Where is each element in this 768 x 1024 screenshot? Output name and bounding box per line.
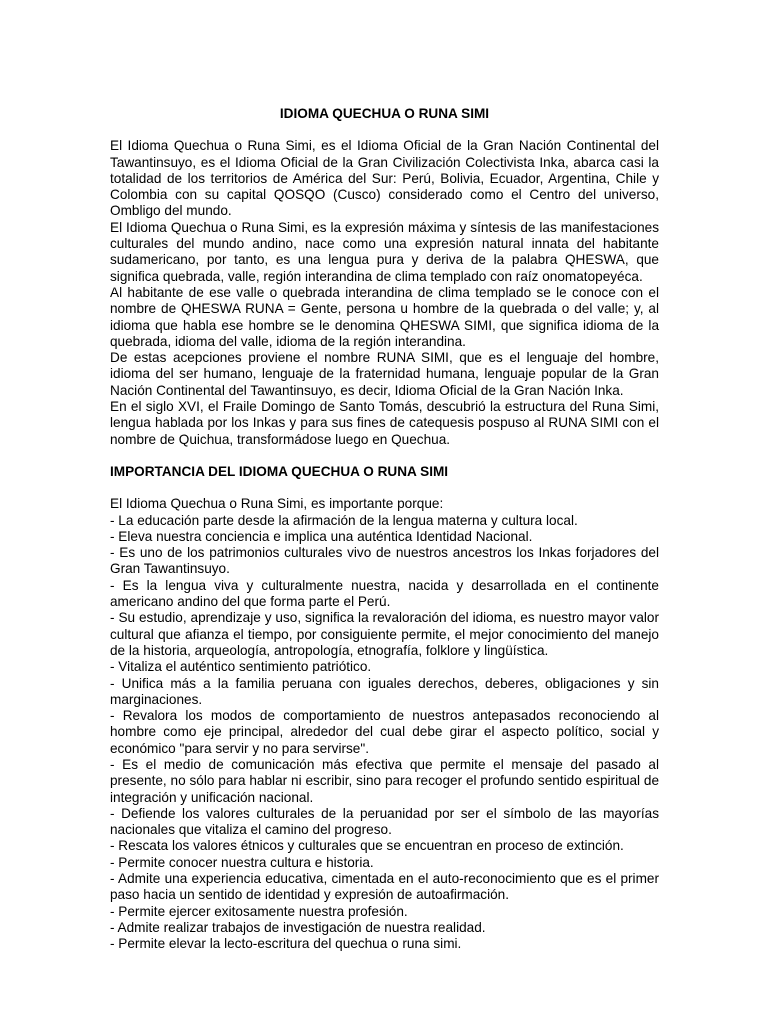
list-item: - Es uno de los patrimonios culturales vivo de nuestros ancestros los Inkas forjadores del Gran Tawantinsuyo.	[110, 545, 659, 577]
list-item: - La educación parte desde la afirmación de la lengua materna y cultura local.	[110, 512, 578, 528]
paragraph: El Idioma Quechua o Runa Simi, es la expresión máxima y síntesis de las manifestaciones culturales del mundo andino, nace como una expresión natural innata del habitante sudamericano, por tanto, es una lengua pura y deriva de la palabra QHESWA, que significa quebrada, valle, región interandina de clima templado con raíz onomatopeyéca.	[110, 219, 659, 284]
paragraph: Al habitante de ese valle o quebrada interandina de clima templado se le conoce con el nombre de QHESWA RUNA = Gente, persona u hombre de la quebrada o del valle; y, al idioma que habla ese hombre se le denomina QHESWA SIMI, que significa idioma de la quebrada, idioma del valle, idioma de la región interandina.	[110, 284, 659, 349]
list-item: - Admite una experiencia educativa, cimentada en el auto-reconocimiento que es el primer paso hacia un sentido de identidad y expresión de autoafirmación.	[110, 871, 659, 903]
list-item: - Es el medio de comunicación más efectiva que permite el mensaje del pasado al presente, no sólo para hablar ni escribir, sino para recoger el profundo sentido espiritual de integración y unificación nacional.	[110, 756, 659, 805]
list-item: - Permite ejercer exitosamente nuestra profesión.	[110, 903, 408, 919]
section-title: IMPORTANCIA DEL IDIOMA QUECHUA O RUNA SIMI	[110, 463, 449, 479]
list-item: - Vitaliza el auténtico sentimiento patriótico.	[110, 659, 372, 675]
section-intro: El Idioma Quechua o Runa Simi, es importante porque:	[110, 496, 444, 512]
list-item: - Es la lengua viva y culturalmente nuestra, nacida y desarrollada en el continente americano andino del que forma parte el Perú.	[110, 577, 659, 610]
document-page	[110, 106, 659, 953]
list-item: - Eleva nuestra conciencia e implica una auténtica Identidad Nacional.	[110, 528, 533, 544]
list-item: - Defiende los valores culturales de la peruanidad por ser el símbolo de las mayorías nacionales que vitaliza el camino del progreso.	[110, 805, 659, 838]
importance-list	[110, 513, 659, 953]
paragraph: El Idioma Quechua o Runa Simi, es el Idioma Oficial de la Gran Nación Continental del Tawantinsuyo, es el Idioma Oficial de la Gran Civilización Colectivista Inka, abarca casi la totalidad de los territorios de América del Sur: Perú, Bolivia, Ecuador, Argentina, Chile y Colombia con su capital QOSQO (Cusco) considerado como el Centro del universo, Ombligo del mundo.	[110, 138, 659, 219]
list-item: - Su estudio, aprendizaje y uso, significa la revaloración del idioma, es nuestro mayor valor cultural que afianza el tiempo, por consiguiente permite, el mejor conocimiento del manejo de la historia, arqueología, antropología, etnografía, folklore y lingüística.	[110, 610, 659, 658]
list-item: - Revalora los modos de comportamiento de nuestros antepasados reconociendo al hombre como eje principal, alrededor del cual debe girar el aspecto político, social y económico "para servir y no para servirse".	[110, 708, 659, 756]
list-item: - Permite conocer nuestra cultura e historia.	[110, 854, 374, 870]
document-title: IDIOMA QUECHUA O RUNA SIMI	[279, 106, 490, 121]
intro-section	[110, 138, 659, 448]
paragraph: En el siglo XVI, el Fraile Domingo de Santo Tomás, descubrió la estructura del Runa Simi, lengua hablada por los Inkas y para sus fines de catequesis pospuso al RUNA SIMI con el nombre de Quichua, transformádose luego en Quechua.	[110, 399, 659, 447]
list-item: - Unifica más a la familia peruana con iguales derechos, deberes, obligaciones y sin marginaciones.	[110, 675, 659, 707]
list-item: - Rescata los valores étnicos y culturales que se encuentran en proceso de extinción.	[110, 838, 624, 854]
paragraph: De estas acepciones proviene el nombre RUNA SIMI, que es el lenguaje del hombre, idioma del ser humano, lenguaje de la fraternidad humana, lenguaje popular de la Gran Nación Continental del Tawantinsuyo, es decir, Idioma Oficial de la Gran Nación Inka.	[110, 350, 659, 398]
list-item: - Admite realizar trabajos de investigación de nuestra realidad.	[110, 919, 486, 935]
list-item: - Permite elevar la lecto-escritura del quechua o runa simi.	[110, 936, 462, 952]
